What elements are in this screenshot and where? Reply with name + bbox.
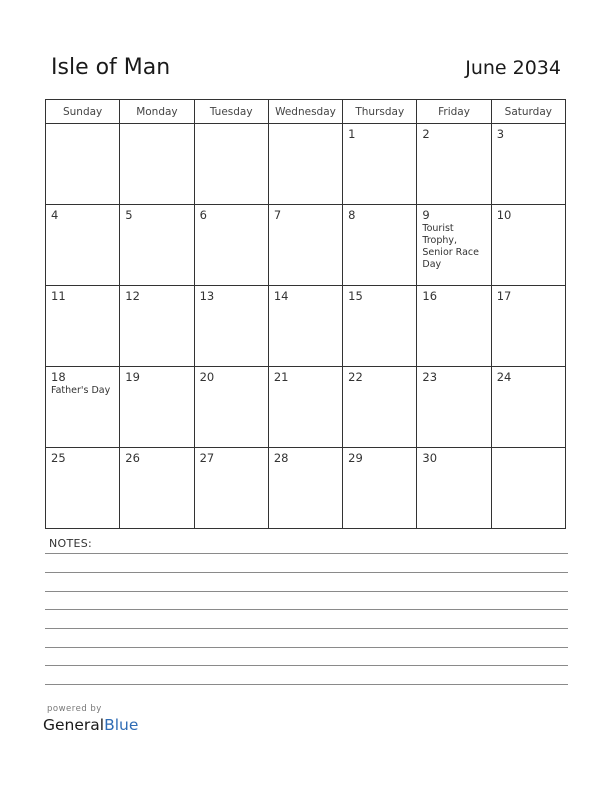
- day-number: 17: [496, 289, 512, 303]
- day-cell: [491, 124, 565, 205]
- day-number: 1: [348, 127, 356, 141]
- day-cell: [343, 448, 417, 529]
- day-cell: [46, 286, 120, 367]
- day-number: 4: [51, 208, 59, 222]
- day-cell: [194, 448, 268, 529]
- notes-line: [45, 647, 568, 648]
- day-cell: [194, 286, 268, 367]
- brand-general: General: [43, 716, 105, 734]
- day-cell: [268, 124, 342, 205]
- day-number: 15: [348, 289, 363, 303]
- day-cell: [194, 124, 268, 205]
- day-cell: [417, 367, 491, 448]
- day-cell: [417, 286, 491, 367]
- day-cell: [268, 367, 342, 448]
- day-cell: [194, 367, 268, 448]
- calendar-grid: [45, 99, 566, 529]
- day-number: 2: [422, 127, 430, 141]
- calendar-month: June 2034: [465, 57, 561, 79]
- weekday-header: Sunday: [46, 100, 120, 124]
- day-number: 22: [348, 370, 363, 384]
- day-cell: [120, 205, 194, 286]
- day-cell: [343, 124, 417, 205]
- day-number: 27: [199, 451, 215, 465]
- day-number: 12: [125, 289, 140, 303]
- day-number: 13: [199, 289, 215, 303]
- day-number: 14: [273, 289, 289, 303]
- generalblue-logo: [43, 716, 138, 734]
- day-cell: [46, 448, 120, 529]
- weekday-header: Monday: [120, 100, 194, 124]
- day-cell: [343, 205, 417, 286]
- notes-line: [45, 591, 568, 592]
- day-cell: [491, 286, 565, 367]
- day-cell: [120, 367, 194, 448]
- day-number: 11: [51, 289, 66, 303]
- day-number: 29: [348, 451, 363, 465]
- day-cell: [491, 367, 565, 448]
- day-cell: [343, 286, 417, 367]
- notes-line: [45, 609, 568, 610]
- day-number: 10: [496, 208, 512, 222]
- notes-line: [45, 628, 568, 629]
- day-cell: [46, 367, 120, 448]
- week-row: [46, 205, 566, 286]
- day-cell: [417, 205, 491, 286]
- day-number: 20: [199, 370, 215, 384]
- day-number: 6: [199, 208, 207, 222]
- day-cell: [268, 205, 342, 286]
- day-cell: [343, 367, 417, 448]
- day-number: 21: [273, 370, 289, 384]
- calendar-title: Isle of Man: [51, 55, 171, 80]
- week-row: [46, 286, 566, 367]
- powered-by-text: powered by: [47, 704, 102, 714]
- day-cell: [120, 286, 194, 367]
- week-row: [46, 448, 566, 529]
- day-number: 26: [125, 451, 140, 465]
- day-number: 23: [422, 370, 438, 384]
- brand-blue: Blue: [104, 716, 139, 734]
- day-cell: [417, 124, 491, 205]
- day-number: 24: [496, 370, 512, 384]
- day-number: 18: [51, 370, 66, 384]
- holiday-label: Father's Day: [51, 385, 111, 396]
- day-number: 16: [422, 289, 438, 303]
- day-cell: [46, 124, 120, 205]
- day-number: 5: [125, 208, 133, 222]
- weekday-header: Saturday: [491, 100, 565, 124]
- notes-line: [45, 572, 568, 573]
- weekday-header: Thursday: [343, 100, 417, 124]
- day-cell: [268, 286, 342, 367]
- holiday-label: Tourist Trophy, Senior Race Day: [422, 223, 479, 270]
- day-cell: [491, 448, 565, 529]
- day-cell: [491, 205, 565, 286]
- week-row: [46, 124, 566, 205]
- notes-line: [45, 553, 568, 554]
- day-cell: [120, 448, 194, 529]
- notes-line: [45, 665, 568, 666]
- day-number: 7: [273, 208, 282, 222]
- day-number: 3: [496, 127, 505, 141]
- day-number: 30: [422, 451, 438, 465]
- day-cell: [46, 205, 120, 286]
- weekday-header: Wednesday: [268, 100, 342, 124]
- weekday-header: Tuesday: [194, 100, 268, 124]
- week-row: [46, 367, 566, 448]
- day-number: 28: [273, 451, 289, 465]
- weekday-header: Friday: [417, 100, 491, 124]
- notes-line: [45, 684, 568, 685]
- day-cell: [268, 448, 342, 529]
- weekday-header-row: [46, 100, 566, 124]
- day-number: 9: [422, 208, 430, 222]
- day-number: 25: [51, 451, 66, 465]
- notes-label: NOTES:: [49, 537, 93, 550]
- day-number: 8: [348, 208, 356, 222]
- day-number: 19: [125, 370, 140, 384]
- day-cell: [194, 205, 268, 286]
- day-cell: [417, 448, 491, 529]
- day-cell: [120, 124, 194, 205]
